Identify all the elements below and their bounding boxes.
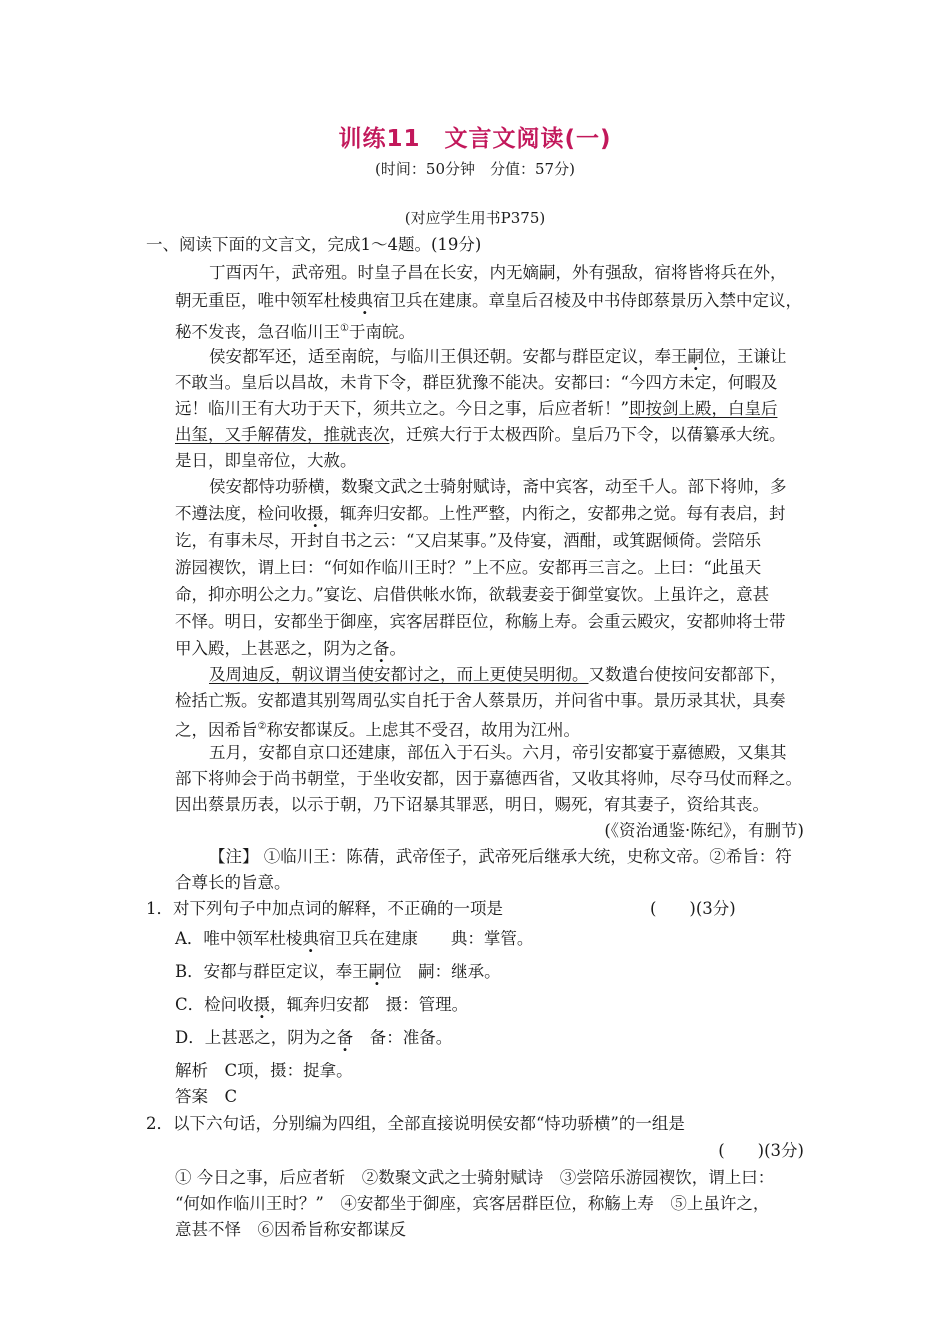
passage-line: 远！临川王有大功于天下，须共立之。今日之事，后应者斩！”即按剑上殿，白皇后 bbox=[175, 399, 778, 418]
option-d: D．上甚恶之，阴为之备 备：准备。 bbox=[175, 1028, 453, 1047]
time-score-info: (时间：50分钟 分值：57分) bbox=[375, 160, 575, 178]
question-1-analysis: 解析 C项，摄：捉拿。 bbox=[175, 1061, 353, 1080]
passage-line: 之，因希旨②称安都谋反。上虑其不受召，故用为江州。 bbox=[175, 720, 580, 740]
page-title: 训练11 文言文阅读(一) bbox=[338, 126, 612, 152]
dotted-word: 典 bbox=[356, 291, 373, 310]
passage-line: 因出蔡景历表，以示于朝，乃下诏暴其罪恶，明日，赐死，宥其妻子，资给其丧。 bbox=[175, 795, 769, 814]
annotation-note: 合尊长的旨意。 bbox=[175, 873, 291, 892]
question-2-options: 意甚不怿 ⑥因希旨称安都谋反 bbox=[175, 1220, 406, 1239]
passage-line: 秘不发丧，急召临川王①于南皖。 bbox=[175, 322, 415, 342]
passage-line: 检括亡叛。安都遣其别驾周弘实自托于舍人蔡景历，并问省中事。景历录其状，具奏 bbox=[175, 691, 786, 710]
underlined-sentence: 即按剑上殿，白皇后 bbox=[628, 399, 778, 418]
question-1-answer: 答案 C bbox=[175, 1087, 238, 1106]
dotted-word: 备 bbox=[336, 1028, 354, 1047]
underlined-sentence: 出玺，又手解蒨发，推就丧次 bbox=[175, 425, 390, 444]
dotted-word: 摄 bbox=[307, 504, 324, 523]
dotted-word: 嗣 bbox=[368, 962, 386, 981]
passage-line: 部下将帅会于尚书朝堂，于坐收安都，因于嘉德西省，又收其将帅，尽夺马仗而释之。 bbox=[175, 769, 802, 788]
option-c: C．检问收摄，辄奔归安都 摄：管理。 bbox=[175, 995, 469, 1014]
passage-line: 朝无重臣，唯中领军杜棱典宿卫兵在建康。章皇后召棱及中书侍郎蔡景历入禁中定议， bbox=[175, 291, 802, 310]
footnote-marker: ② bbox=[257, 721, 267, 732]
passage-line: 命，抑亦明公之力。”宴讫、启借供帐水饰，欲载妻妾于御堂宴饮。上虽许之，意甚 bbox=[175, 585, 770, 604]
annotation-note: 【注】 ①临川王：陈蒨，武帝侄子，武帝死后继承大统，史称文帝。②希旨：符 bbox=[209, 847, 792, 866]
passage-line: 五月，安都自京口还建康，部伍入于石头。六月，帝引安都宴于嘉德殿，又集其 bbox=[209, 743, 787, 762]
underlined-sentence: 及周迪反，朝议谓当使安都讨之，而上更使吴明彻。 bbox=[209, 665, 589, 684]
question-2-stem: 2．以下六句话，分别编为四组，全部直接说明侯安都“恃功骄横”的一组是 bbox=[146, 1114, 685, 1133]
passage-line: 侯安都恃功骄横，数聚文武之士骑射赋诗，斋中宾客，动至千人。部下将帅，多 bbox=[209, 477, 787, 496]
citation: (《资治通鉴·陈纪》，有删节) bbox=[604, 821, 804, 840]
option-a: A．唯中领军杜棱典宿卫兵在建康 典：掌管。 bbox=[175, 929, 534, 948]
passage-line: 不遵法度，检问收摄，辄奔归安都。上性严整，内衔之，安都弗之觉。每有表启，封 bbox=[175, 504, 786, 523]
passage-line: 是日，即皇帝位，大赦。 bbox=[175, 451, 357, 470]
footnote-marker: ① bbox=[340, 323, 349, 334]
passage-line: 甲入殿，上甚恶之，阴为之备。 bbox=[175, 639, 406, 658]
passage-line: 出玺，又手解蒨发，推就丧次，迁殡大行于太极西阶。皇后乃下令，以蒨纂承大统。 bbox=[175, 425, 786, 444]
passage-line: 不敢当。皇后以昌故，未肯下令，群臣犹豫不能决。安都曰：“今四方未定，何暇及 bbox=[175, 373, 778, 392]
passage-line: 丁酉丙午，武帝殂。时皇子昌在长安，内无嫡嗣，外有强敌，宿将皆将兵在外， bbox=[209, 263, 787, 282]
question-2-options: “何如作临川王时？” ④安都坐于御座，宾客居群臣位，称觞上寿 ⑤上虽许之， bbox=[175, 1194, 770, 1213]
option-b: B．安都与群臣定议，奉王嗣位 嗣：继承。 bbox=[175, 962, 501, 981]
passage-line: 讫，有事未尽，开封自书之云：“又启某事。”及侍宴，酒酣，或箕踞倾倚。尝陪乐 bbox=[175, 531, 762, 550]
passage-line: 及周迪反，朝议谓当使安都讨之，而上更使吴明彻。又数遣台使按问安都部下， bbox=[209, 665, 787, 684]
dotted-word: 摄 bbox=[253, 995, 271, 1014]
source-reference: (对应学生用书P375) bbox=[404, 209, 546, 227]
passage-line: 不怿。明日，安都坐于御座，宾客居群臣位，称觞上寿。会重云殿灾，安都帅将士带 bbox=[175, 612, 786, 631]
question-2-options: ① 今日之事，后应者斩 ②数聚文武之士骑射赋诗 ③尝陪乐游园褉饮，谓上曰： bbox=[175, 1168, 775, 1187]
dotted-word: 典 bbox=[302, 929, 319, 948]
question-2-answer-bracket: ( )(3分) bbox=[718, 1141, 804, 1160]
question-1-answer-bracket: ( )(3分) bbox=[650, 899, 736, 918]
passage-line: 游园褉饮，谓上曰：“何如作临川王时？”上不应。安都再三言之。上曰：“此虽天 bbox=[175, 558, 762, 577]
section-heading: 一、阅读下面的文言文，完成1～4题。(19分) bbox=[146, 235, 482, 254]
question-1-stem: 1．对下列句子中加点词的解释，不正确的一项是 bbox=[146, 899, 503, 918]
dotted-word: 嗣 bbox=[687, 347, 704, 366]
dotted-word: 备 bbox=[373, 639, 390, 658]
passage-line: 侯安都军还，适至南皖，与临川王俱还朝。安都与群臣定议，奉王嗣位，王谦让 bbox=[209, 347, 787, 366]
